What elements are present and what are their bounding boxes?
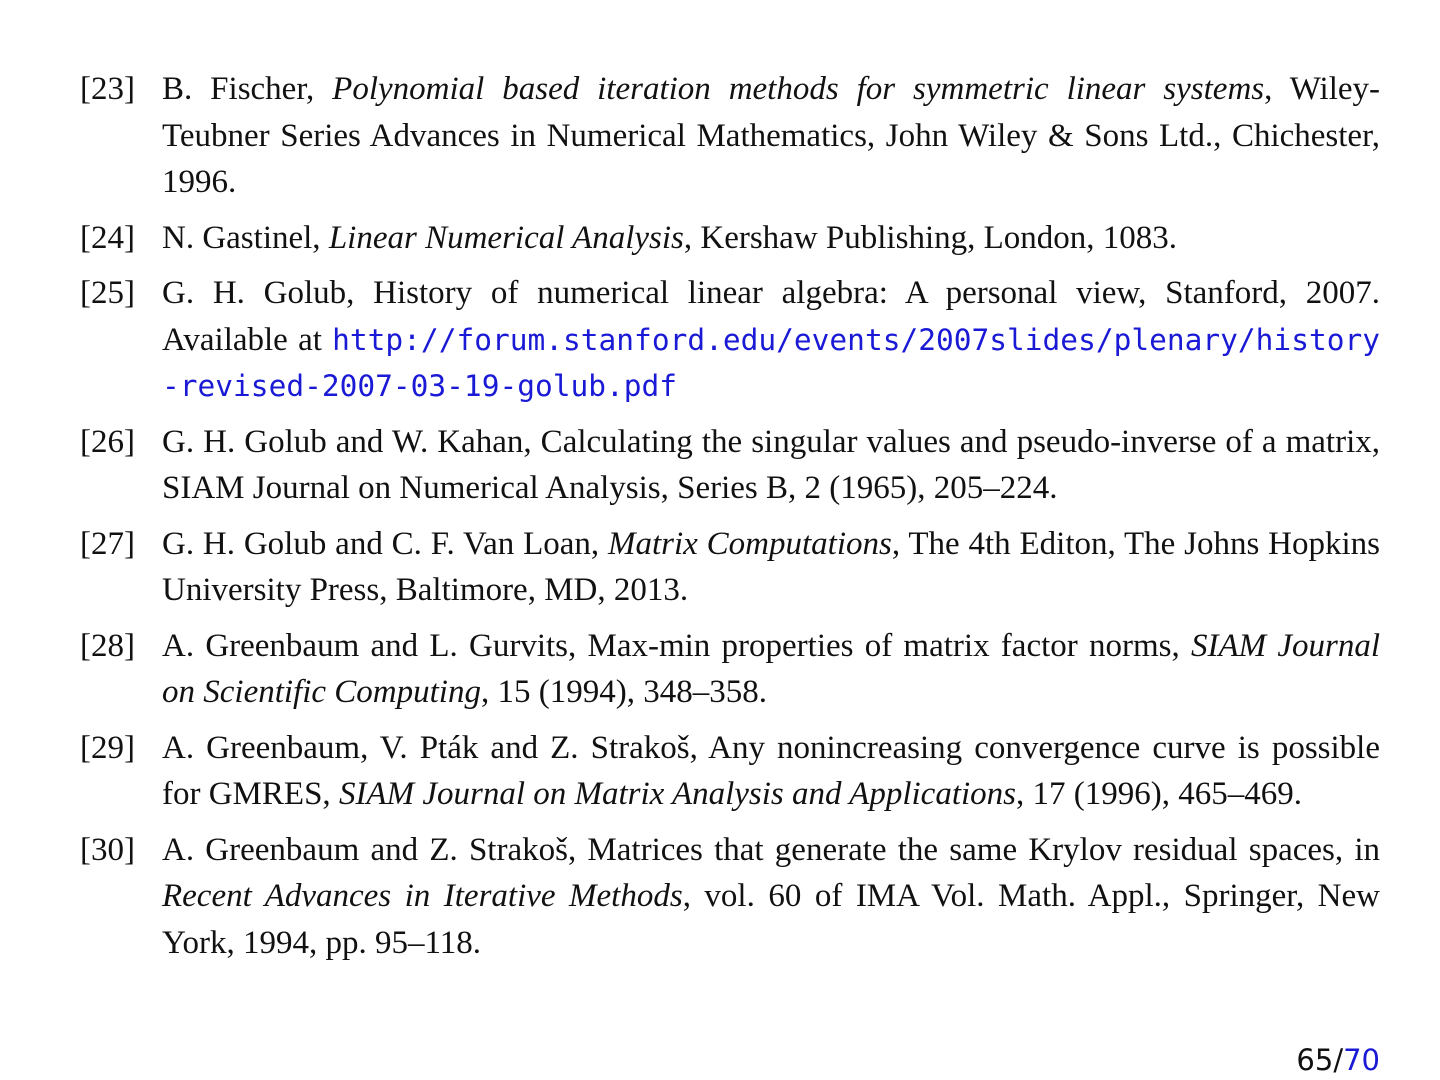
reference-title: Polynomial based iteration methods for symmetric linear systems xyxy=(332,71,1265,107)
reference-number: [27] xyxy=(80,525,135,562)
reference-text xyxy=(162,270,1380,410)
reference-number: [25] xyxy=(80,275,135,311)
reference-text xyxy=(162,215,1380,262)
reference-publication: , The 4th Editon, The Johns Hopkins University Press, Baltimore, MD, 2013. xyxy=(162,525,1380,608)
reference-book-title: Recent Advances in Iterative Methods xyxy=(162,878,683,914)
reference-publication: , 17 (1996), 465–469. xyxy=(1016,776,1302,812)
reference-30 xyxy=(80,827,1380,967)
reference-text xyxy=(162,725,1380,818)
reference-26 xyxy=(80,419,1380,512)
reference-publication: , Wiley-Teubner Series Advances in Numerical Mathematics, John Wiley & Sons Ltd., Chichester, 1996. xyxy=(162,71,1381,200)
reference-27 xyxy=(80,521,1380,614)
reference-text xyxy=(162,66,1380,206)
reference-authors: A. Greenbaum, V. Pták and Z. Strakoš, Any nonincreasing convergence curve is possible for GMRES, xyxy=(162,729,1380,812)
reference-authors: A. Greenbaum and Z. Strakoš, Matrices that generate the same Krylov residual spaces, in xyxy=(162,831,1380,868)
reference-number: [29] xyxy=(80,729,135,766)
reference-text xyxy=(162,623,1380,716)
reference-28 xyxy=(80,623,1380,716)
reference-text xyxy=(162,827,1380,967)
reference-title: Linear Numerical Analysis xyxy=(328,219,684,256)
reference-25 xyxy=(80,270,1380,410)
reference-24 xyxy=(80,215,1380,262)
page-counter xyxy=(1296,1040,1380,1080)
reference-url-link[interactable]: http://forum.stanford.edu/events/2007slides/plenary/history-revised-2007-03-19-golub.pdf xyxy=(162,322,1380,403)
reference-journal: SIAM Journal on Scientific Computing xyxy=(162,627,1381,710)
reference-text: G. H. Golub and W. Kahan, Calculating the singular values and pseudo-inverse of a matrix, SIAM Journal on Numerical Analysis, Series B, 2 (1965), 205–224. xyxy=(162,423,1380,506)
reference-text xyxy=(162,521,1380,614)
reference-publication: , 15 (1994), 348–358. xyxy=(480,674,767,710)
bibliography-list xyxy=(80,66,1380,975)
reference-title: Matrix Computations xyxy=(608,525,892,562)
reference-citation: G. H. Golub, History of numerical linear algebra: A personal view, Stanford, 2007. Available at xyxy=(162,275,1380,358)
reference-29 xyxy=(80,725,1380,818)
reference-publication: , vol. 60 of IMA Vol. Math. Appl., Springer, New York, 1994, pp. 95–118. xyxy=(162,878,1380,961)
reference-authors: N. Gastinel, xyxy=(162,219,329,256)
reference-number: [30] xyxy=(80,831,135,868)
reference-number: [26] xyxy=(80,423,135,460)
reference-number: [23] xyxy=(80,71,135,107)
page-separator: / xyxy=(1333,1043,1344,1077)
reference-publication: , Kershaw Publishing, London, 1083. xyxy=(683,219,1178,256)
page-current: 65 xyxy=(1296,1043,1334,1077)
reference-authors: G. H. Golub and C. F. Van Loan, xyxy=(162,525,609,562)
reference-number: [28] xyxy=(80,627,135,664)
reference-authors: B. Fischer, xyxy=(162,71,333,107)
reference-journal: SIAM Journal on Matrix Analysis and Applications xyxy=(338,776,1017,812)
page-total-link[interactable]: 70 xyxy=(1343,1043,1380,1077)
reference-authors: A. Greenbaum and L. Gurvits, Max-min properties of matrix factor norms, xyxy=(162,627,1191,664)
reference-number: [24] xyxy=(80,219,135,256)
reference-23 xyxy=(80,66,1380,206)
